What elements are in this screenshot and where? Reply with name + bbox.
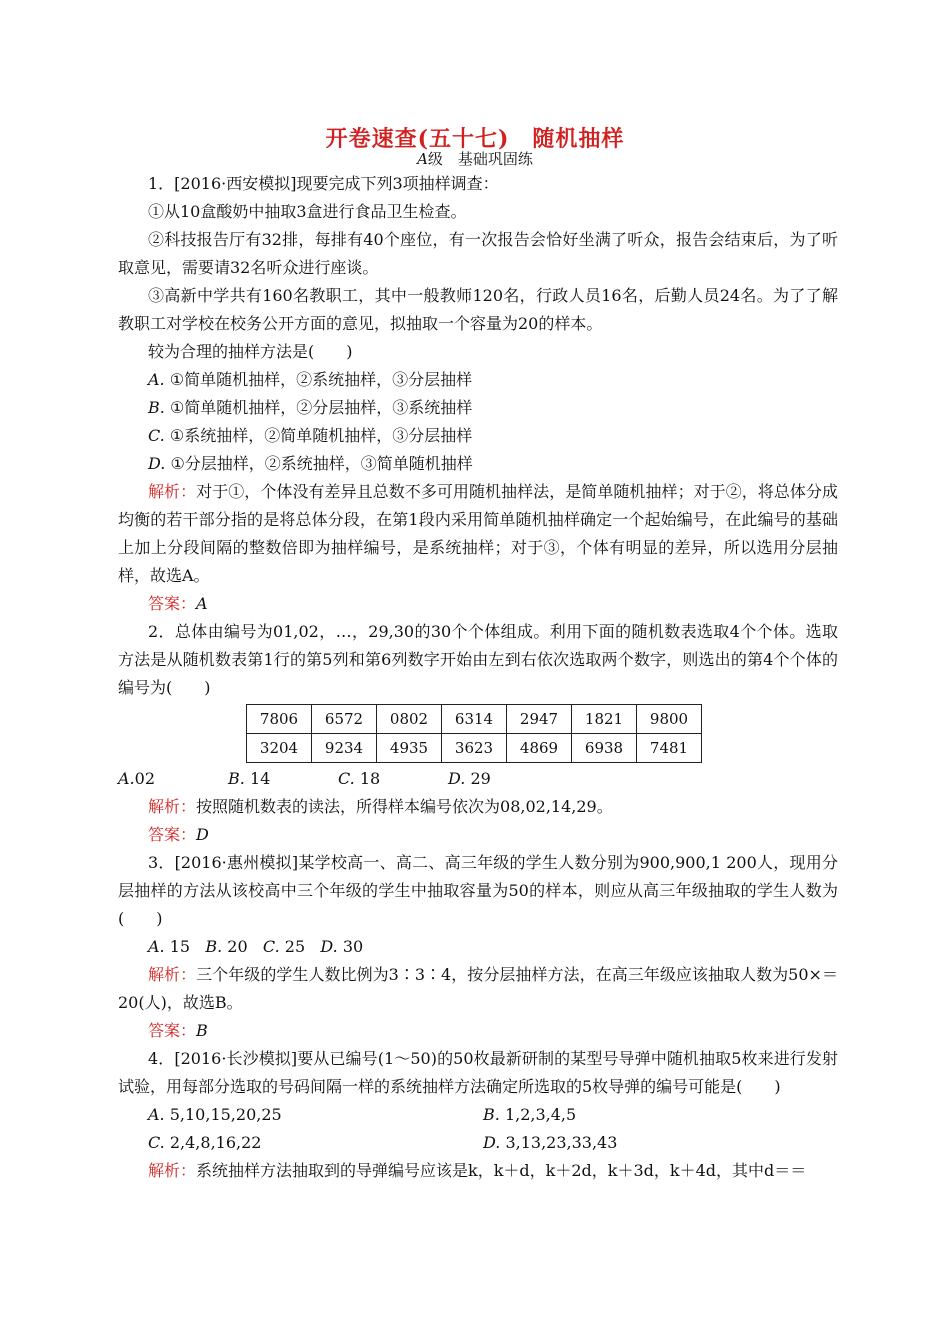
question-content	[118, 170, 838, 1185]
q2-answer: 答案：D	[148, 825, 209, 844]
q2-option-c: C. 18	[338, 769, 381, 788]
table-cell: 6938	[572, 734, 637, 763]
q1-item-2: ②科技报告厅有32排，每排有40个座位，有一次报告会恰好坐满了听众，报告会结束后，为了听取意见，需要请32名听众进行座谈。	[118, 230, 838, 277]
table-cell: 7481	[637, 734, 702, 763]
table-cell: 9800	[637, 705, 702, 734]
answer-label: 答案：	[148, 1021, 197, 1040]
table-cell: 7806	[247, 705, 312, 734]
q2-stem: 2．总体由编号为01,02，…，29,30的30个个体组成。利用下面的随机数表选取4个个体。选取方法是从随机数表第1行的第5列和第6列数字开始由左到右依次选取两个数字，则选出的第4个个体的编号为( )	[118, 622, 838, 697]
table-cell: 1821	[572, 705, 637, 734]
q1-ask: 较为合理的抽样方法是( )	[148, 342, 353, 361]
analysis-label: 解析：	[148, 965, 197, 984]
analysis-label: 解析：	[148, 1161, 197, 1180]
q4-option-b: B. 1,2,3,4,5	[483, 1105, 577, 1124]
q2-option-a: A.02	[118, 769, 155, 788]
q1-option-d: D. ①分层抽样，②系统抽样，③简单随机抽样	[148, 454, 473, 473]
table-row	[247, 705, 702, 734]
q4-option-a: A. 5,10,15,20,25	[148, 1105, 282, 1124]
table-cell: 6314	[442, 705, 507, 734]
q4-options-row-1	[118, 1101, 838, 1129]
q3-options: A. 15 B. 20 C. 25 D. 30	[148, 937, 364, 956]
answer-label: 答案：	[148, 825, 197, 844]
q1-option-b: B. ①简单随机抽样，②分层抽样，③系统抽样	[148, 398, 473, 417]
page-title: 开卷速查(五十七) 随机抽样	[325, 126, 625, 152]
table-row	[247, 734, 702, 763]
q4-options-row-2	[118, 1129, 838, 1157]
table-cell: 4935	[377, 734, 442, 763]
q4-option-c: C. 2,4,8,16,22	[148, 1133, 262, 1152]
q1-analysis: 解析：对于①，个体没有差异且总数不多可用随机抽样法，是简单随机抽样；对于②，将总体分成均衡的若干部分指的是将总体分段，在第1段内采用简单随机抽样确定一个起始编号，在此编号的基础上加上分段间隔的整数倍即为抽样编号，是系统抽样；对于③，个体有明显的差异，所以选用分层抽样，故选A。	[118, 482, 838, 585]
level-text: 级 基础巩固练	[427, 150, 533, 168]
level-subtitle	[0, 148, 950, 169]
q1-option-c: C. ①系统抽样，②简单随机抽样，③分层抽样	[148, 426, 473, 445]
random-number-table	[246, 704, 702, 763]
q4-analysis: 解析：系统抽样方法抽取到的导弹编号应该是k，k＋d，k＋2d，k＋3d，k＋4d，其中d＝＝	[148, 1161, 807, 1180]
table-cell: 3623	[442, 734, 507, 763]
q3-answer: 答案：B	[148, 1021, 208, 1040]
q2-option-b: B. 14	[228, 769, 271, 788]
q2-option-d: D. 29	[448, 769, 491, 788]
q1-answer: 答案：A	[148, 594, 208, 613]
q1-option-a: A. ①简单随机抽样，②系统抽样，③分层抽样	[148, 370, 473, 389]
q2-analysis: 解析：按照随机数表的读法，所得样本编号依次为08,02,14,29。	[148, 797, 613, 816]
q1-stem: 1．[2016·西安模拟]现要完成下列3项抽样调查：	[148, 174, 499, 193]
q4-option-d: D. 3,13,23,33,43	[483, 1133, 618, 1152]
analysis-label: 解析：	[148, 482, 197, 501]
table-cell: 4869	[507, 734, 572, 763]
table-cell: 0802	[377, 705, 442, 734]
table-cell: 3204	[247, 734, 312, 763]
answer-label: 答案：	[148, 594, 197, 613]
level-letter: A	[417, 150, 428, 168]
q1-item-1: ①从10盒酸奶中抽取3盒进行食品卫生检查。	[148, 202, 467, 221]
q3-analysis: 解析：三个年级的学生人数比例为3∶3∶4，按分层抽样方法，在高三年级应该抽取人数为50×＝20(人)，故选B。	[118, 965, 838, 1012]
analysis-label: 解析：	[148, 797, 197, 816]
q3-stem: 3．[2016·惠州模拟]某学校高一、高二、高三年级的学生人数分别为900,900,1 200人，现用分层抽样的方法从该校高中三个年级的学生中抽取容量为50的样本，则应从高三年级抽取的学生人数为( )	[118, 853, 838, 928]
q2-options	[118, 765, 838, 793]
table-cell: 2947	[507, 705, 572, 734]
q1-item-3: ③高新中学共有160名教职工，其中一般教师120名，行政人员16名，后勤人员24名。为了了解教职工对学校在校务公开方面的意见，拟抽取一个容量为20的样本。	[118, 286, 838, 333]
table-cell: 6572	[312, 705, 377, 734]
q4-stem: 4．[2016·长沙模拟]要从已编号(1～50)的50枚最新研制的某型号导弹中随机抽取5枚来进行发射试验，用每部分选取的号码间隔一样的系统抽样方法确定所选取的5枚导弹的编号可能是( )	[118, 1049, 838, 1096]
table-cell: 9234	[312, 734, 377, 763]
